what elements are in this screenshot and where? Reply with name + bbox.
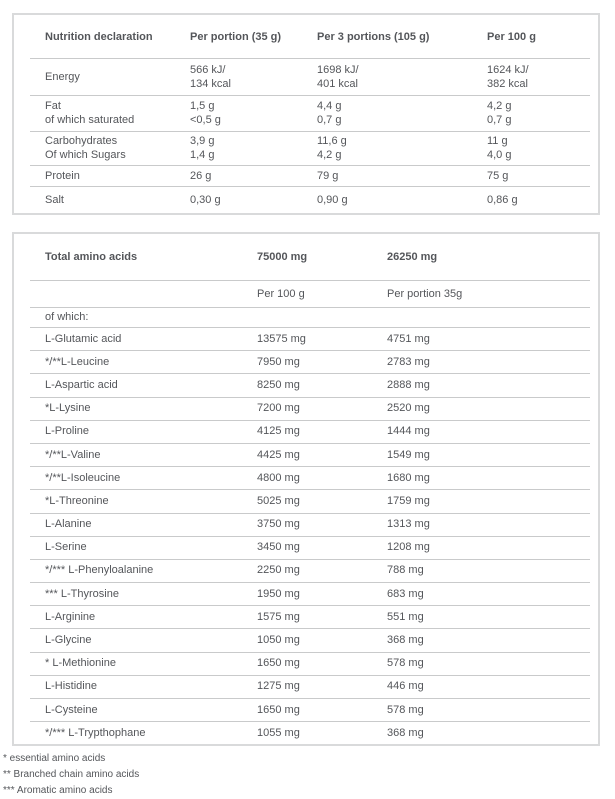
amino-per-100g: 1055 mg <box>257 726 300 739</box>
table-row-arginine <box>14 605 598 628</box>
amino-name: L-Histidine <box>45 680 97 693</box>
amino-per-portion: 2888 mg <box>387 378 430 391</box>
table-row-fat <box>14 95 598 131</box>
amino-per-portion: 1549 mg <box>387 448 430 461</box>
table-row-proline <box>14 420 598 443</box>
table-row-carbohydrates <box>14 131 598 165</box>
table-row-glutamic-acid <box>14 327 598 350</box>
energy-per-portion: 566 kJ/ 134 kcal <box>190 63 231 90</box>
carbohydrates-per-portion: 3,9 g 1,4 g <box>190 135 215 161</box>
footnote-branched-chain: ** Branched chain amino acids <box>3 769 140 780</box>
amino-name: L-Alanine <box>45 518 92 531</box>
nutrition-header-row <box>14 15 598 58</box>
amino-per-100g: 3750 mg <box>257 518 300 531</box>
col-per-portion-header: Per portion (35 g) <box>190 30 282 43</box>
amino-per-100g: 4425 mg <box>257 448 300 461</box>
amino-name: L-Proline <box>45 425 90 438</box>
amino-per-100g: 1650 mg <box>257 657 300 670</box>
amino-per-100g: 4125 mg <box>257 425 300 438</box>
salt-label: Salt <box>45 193 64 206</box>
amino-per-portion: 446 mg <box>387 680 424 693</box>
amino-per-100g: 1950 mg <box>257 587 300 600</box>
fat-per-portion: 1,5 g <0,5 g <box>190 100 221 126</box>
per-portion-column-label: Per portion 35g <box>387 287 463 300</box>
table-row-thyrosine <box>14 582 598 605</box>
amino-name: */**L-Isoleucine <box>45 471 121 484</box>
energy-per-3-portions: 1698 kJ/ 401 kcal <box>317 63 359 90</box>
col-per-100g-header: Per 100 g <box>487 30 536 43</box>
protein-per-100g: 75 g <box>487 169 509 182</box>
table-row-phenyloalanine <box>14 559 598 582</box>
amino-name: L-Glutamic acid <box>45 332 122 345</box>
amino-header-row <box>14 234 598 280</box>
amino-per-100g: 1050 mg <box>257 634 300 647</box>
amino-per-portion: 1680 mg <box>387 471 430 484</box>
footnotes <box>3 751 139 799</box>
table-row-trypthophane <box>14 721 598 744</box>
amino-per-portion: 1444 mg <box>387 425 430 438</box>
protein-per-3-portions: 79 g <box>317 169 339 182</box>
footnote-essential: * essential amino acids <box>3 753 106 764</box>
amino-per-100g: 7950 mg <box>257 355 300 368</box>
energy-per-100g: 1624 kJ/ 382 kcal <box>487 63 529 90</box>
nutrition-declaration-table <box>12 13 600 215</box>
amino-per-portion: 368 mg <box>387 634 424 647</box>
nutrition-header-label: Nutrition declaration <box>45 30 153 43</box>
amino-per-portion: 551 mg <box>387 610 424 623</box>
amino-per-100g: 1650 mg <box>257 703 300 716</box>
amino-per-portion: 2783 mg <box>387 355 430 368</box>
table-row-histidine <box>14 675 598 698</box>
salt-per-portion: 0,30 g <box>190 193 221 206</box>
col-per-3-portions-header: Per 3 portions (105 g) <box>317 30 430 43</box>
table-row-leucine <box>14 350 598 373</box>
total-amino-acids-label: Total amino acids <box>45 251 138 263</box>
amino-name: L-Glycine <box>45 634 92 647</box>
amino-per-100g: 7200 mg <box>257 402 300 415</box>
table-row-methionine <box>14 652 598 675</box>
amino-per-portion: 578 mg <box>387 657 424 670</box>
amino-per-portion: 1759 mg <box>387 494 430 507</box>
amino-per-100g: 1275 mg <box>257 680 300 693</box>
table-row-valine <box>14 443 598 466</box>
amino-per-100g: 8250 mg <box>257 378 300 391</box>
amino-name: *** L-Thyrosine <box>45 587 119 600</box>
footnote-aromatic: *** Aromatic amino acids <box>3 785 113 796</box>
fat-per-3-portions: 4,4 g 0,7 g <box>317 100 342 126</box>
amino-name: *L-Lysine <box>45 402 91 415</box>
amino-name: L-Arginine <box>45 610 96 623</box>
amino-per-100g: 13575 mg <box>257 332 306 345</box>
amino-per-portion: 1208 mg <box>387 541 430 554</box>
amino-name: */**L-Valine <box>45 448 101 461</box>
table-row-threonine <box>14 489 598 512</box>
amino-name: L-Serine <box>45 541 87 554</box>
carbohydrates-per-100g: 11 g 4,0 g <box>487 135 512 161</box>
amino-name: L-Aspartic acid <box>45 378 118 391</box>
table-row-aspartic-acid <box>14 373 598 396</box>
salt-per-100g: 0,86 g <box>487 193 518 206</box>
amino-per-100g: 2250 mg <box>257 564 300 577</box>
amino-per-portion: 4751 mg <box>387 332 430 345</box>
amino-name: * L-Methionine <box>45 657 116 670</box>
table-row-serine <box>14 536 598 559</box>
protein-label: Protein <box>45 169 80 182</box>
amino-per-100g: 5025 mg <box>257 494 300 507</box>
amino-per-100g: 1575 mg <box>257 610 300 623</box>
total-per-100g-value: 75000 mg <box>257 251 308 263</box>
amino-acids-table <box>12 232 600 746</box>
per-100g-column-label: Per 100 g <box>257 287 305 300</box>
amino-per-100g: 4800 mg <box>257 471 300 484</box>
protein-per-portion: 26 g <box>190 169 212 182</box>
amino-per-portion: 368 mg <box>387 726 424 739</box>
amino-per-portion: 578 mg <box>387 703 424 716</box>
amino-per-portion: 1313 mg <box>387 518 430 531</box>
amino-per-portion: 788 mg <box>387 564 424 577</box>
amino-name: *L-Threonine <box>45 494 109 507</box>
amino-per-portion: 2520 mg <box>387 402 430 415</box>
fat-per-100g: 4,2 g 0,7 g <box>487 100 512 126</box>
table-row-cysteine <box>14 698 598 721</box>
table-row-salt <box>14 186 598 213</box>
table-row-isoleucine <box>14 466 598 489</box>
amino-name: L-Cysteine <box>45 703 98 716</box>
amino-per-100g: 3450 mg <box>257 541 300 554</box>
table-row-lysine <box>14 397 598 420</box>
table-row-glycine <box>14 628 598 651</box>
energy-label: Energy <box>45 70 80 83</box>
carbohydrates-per-3-portions: 11,6 g 4,2 g <box>317 135 347 161</box>
amino-per-portion: 683 mg <box>387 587 424 600</box>
of-which-label: of which: <box>45 311 89 323</box>
fat-label: Fat of which saturated <box>45 100 135 126</box>
amino-name: */**L-Leucine <box>45 355 110 368</box>
carbohydrates-label: Carbohydrates Of which Sugars <box>45 135 126 161</box>
amino-name: */*** L-Trypthophane <box>45 726 146 739</box>
table-row-alanine <box>14 513 598 536</box>
of-which-row <box>14 307 598 327</box>
table-row-energy <box>14 58 598 95</box>
table-row-protein <box>14 165 598 186</box>
amino-name: */*** L-Phenyloalanine <box>45 564 154 577</box>
amino-subheader-row <box>14 280 598 307</box>
total-per-portion-value: 26250 mg <box>387 251 438 263</box>
salt-per-3-portions: 0,90 g <box>317 193 348 206</box>
